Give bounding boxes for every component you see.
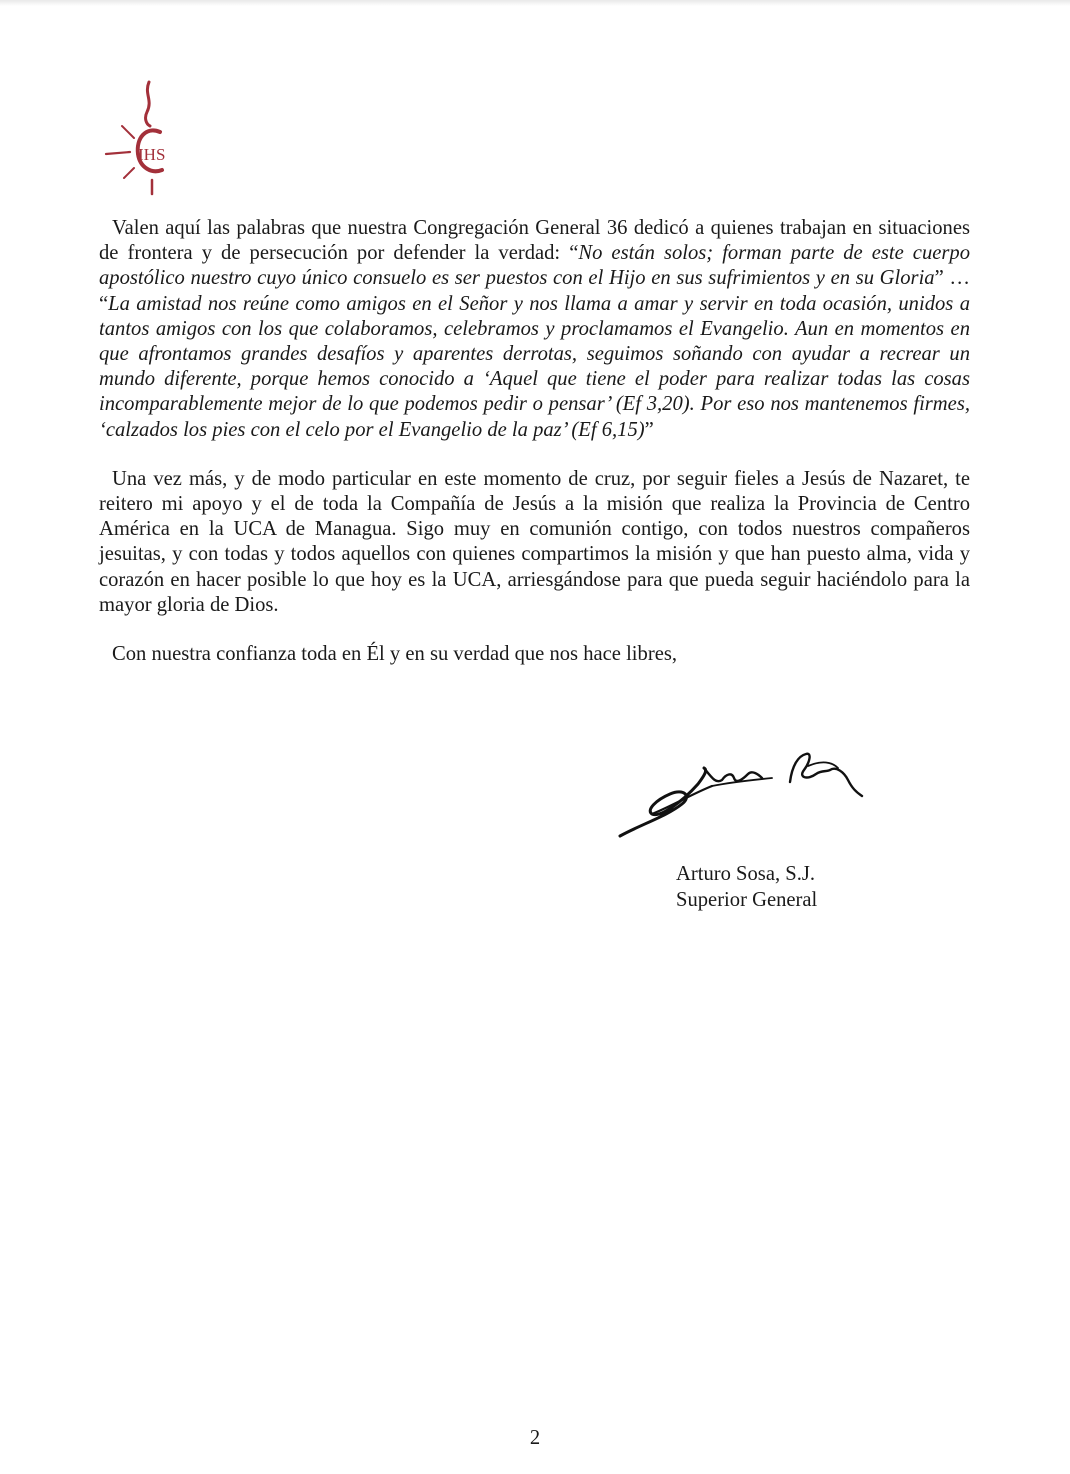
svg-text:IHS: IHS bbox=[138, 145, 166, 164]
p1-text-1: Valen aquí las palabras que nuestra Congregación General 36 dedicó a quienes trabajan en situaciones de frontera y de persecución por defender la verdad: “ bbox=[99, 217, 970, 265]
p1-text-2: ” … “ bbox=[99, 267, 970, 315]
signer-block bbox=[676, 862, 817, 913]
p1-quote-2: La amistad nos reúne como amigos en el Señor y nos llama a amar y servir en toda ocasión, unidos a tantos amigos con los que colaboramos, celebramos y proclamamos el Evangelio. Aun en momentos en que afrontamos grandes desafíos y aparentes derrotas, seguimos soñando con ayudar a recrear un mundo diferente, porque hemos conocido a ‘Aquel que tiene el poder para realizar todas las cosas incomparablemente mejor de lo que podemos pedir o pensar’ (Ef 3,20). Por eso nos mantenemos firmes, ‘calzados los pies con el celo por el Evangelio de la paz’ (Ef 6,15) bbox=[99, 292, 970, 441]
signer-name: Arturo Sosa, S.J. bbox=[676, 863, 816, 885]
closing-line: Con nuestra confianza toda en Él y en su verdad que nos hace libres, bbox=[112, 643, 677, 666]
letter-body bbox=[99, 216, 970, 691]
page-number: 2 bbox=[529, 1427, 541, 1449]
paragraph-1 bbox=[99, 216, 970, 443]
p1-text-3: ” bbox=[644, 418, 654, 441]
handwritten-signature bbox=[612, 744, 872, 844]
p1-quote-1: No están solos; forman parte de este cuerpo apostólico nuestro cuyo único consuelo es ser puestos con el Hijo en sus sufrimientos y en su Gloria bbox=[99, 242, 970, 290]
ihs-emblem-logo bbox=[100, 76, 180, 198]
paragraph-2: Una vez más, y de modo particular en este momento de cruz, por seguir fieles a Jesús de Nazaret, te reitero mi apoyo y el de toda la Compañía de Jesús a la misión que realiza la Provincia de Centro América en la UCA de Managua. Sigo muy en comunión contigo, con todos nuestros compañeros jesuitas, y con todas y todos aquellos con quienes compartimos la misión y que han puesto alma, vida y corazón en hacer posible lo que hoy es la UCA, arriesgándose para que pueda seguir haciéndolo para la mayor gloria de Dios. bbox=[99, 467, 970, 616]
signer-title: Superior General bbox=[676, 888, 818, 911]
page-top-edge bbox=[0, 0, 1070, 6]
